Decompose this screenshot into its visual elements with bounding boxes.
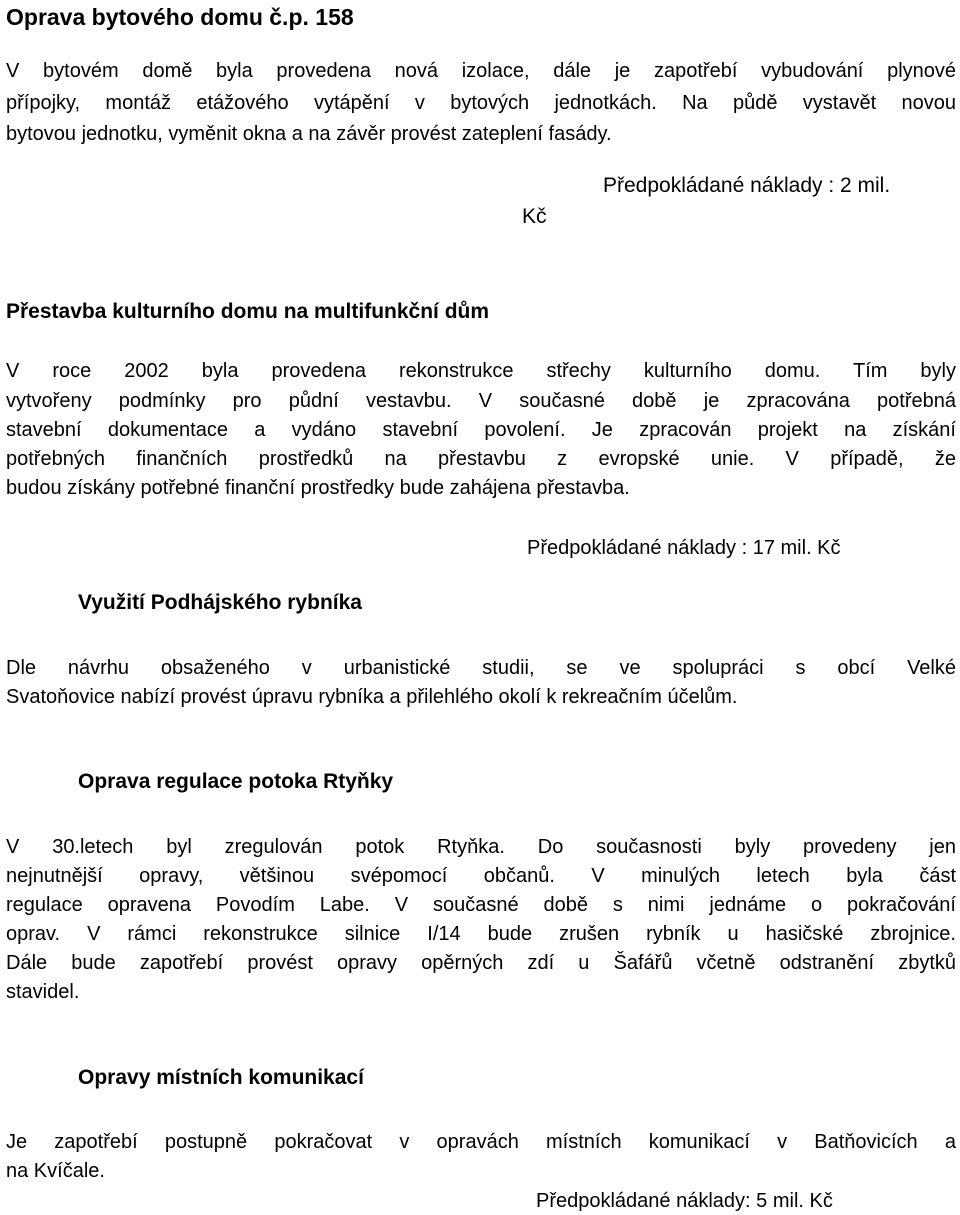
paragraph-line: regulace opravena Povodím Labe. V současné době s nimi jednáme o pokračování <box>6 894 956 916</box>
paragraph-line: Svatoňovice nabízí provést úpravu rybníka a přilehlého okolí k rekreačním účelům. <box>6 686 738 708</box>
paragraph-line: na Kvíčale. <box>6 1160 105 1182</box>
section-title-bytovy-dum: Oprava bytového domu č.p. 158 <box>6 4 354 30</box>
paragraph-line: přípojky, montáž etážového vytápění v bytových jednotkách. Na půdě vystavět novou <box>6 92 956 114</box>
paragraph-line: Dle návrhu obsaženého v urbanistické studii, se ve spolupráci s obcí Velké <box>6 657 956 679</box>
paragraph-line: budou získány potřebné finanční prostředky bude zahájena přestavba. <box>6 477 630 499</box>
paragraph-line: oprav. V rámci rekonstrukce silnice I/14 bude zrušen rybník u hasičské zbrojnice. <box>6 923 956 945</box>
paragraph-line: bytovou jednotku, vyměnit okna a na závěr provést zateplení fasády. <box>6 123 612 145</box>
section-title-kulturni-dum: Přestavba kulturního domu na multifunkční dům <box>6 300 490 323</box>
paragraph-line: vytvořeny podmínky pro půdní vestavbu. V současné době je zpracována potřebná <box>6 390 956 412</box>
paragraph-line: V roce 2002 byla provedena rekonstrukce střechy kulturního domu. Tím byly <box>6 360 956 382</box>
paragraph-line: V bytovém domě byla provedena nová izolace, dále je zapotřebí vybudování plynové <box>6 60 956 82</box>
paragraph-line: potřebných finančních prostředků na přestavbu z evropské unie. V případě, že <box>6 448 956 470</box>
paragraph-line: stavidel. <box>6 981 80 1003</box>
section-title-regulace-potoka: Oprava regulace potoka Rtyňky <box>78 770 394 793</box>
section-title-rybnik: Využití Podhájského rybníka <box>78 591 362 614</box>
paragraph-line: nejnutnější opravy, většinou svépomocí občanů. V minulých letech byla část <box>6 865 956 887</box>
paragraph-line: stavební dokumentace a vydáno stavební povolení. Je zpracován projekt na získání <box>6 419 956 441</box>
paragraph-line: Je zapotřebí postupně pokračovat v opravách místních komunikací v Batňovicích a <box>6 1131 956 1153</box>
section-title-komunikace: Opravy místních komunikací <box>78 1066 364 1089</box>
cost-estimate: Předpokládané náklady: 5 mil. Kč <box>536 1190 833 1212</box>
cost-estimate: Předpokládané náklady : 2 mil. <box>603 174 891 197</box>
paragraph-line: Dále bude zapotřebí provést opravy opěrných zdí u Šafářů včetně odstranění zbytků <box>6 952 956 974</box>
paragraph-line: V 30.letech byl zregulován potok Rtyňka. Do současnosti byly provedeny jen <box>6 836 956 858</box>
cost-estimate: Předpokládané náklady : 17 mil. Kč <box>527 537 841 559</box>
cost-currency: Kč <box>522 205 547 228</box>
